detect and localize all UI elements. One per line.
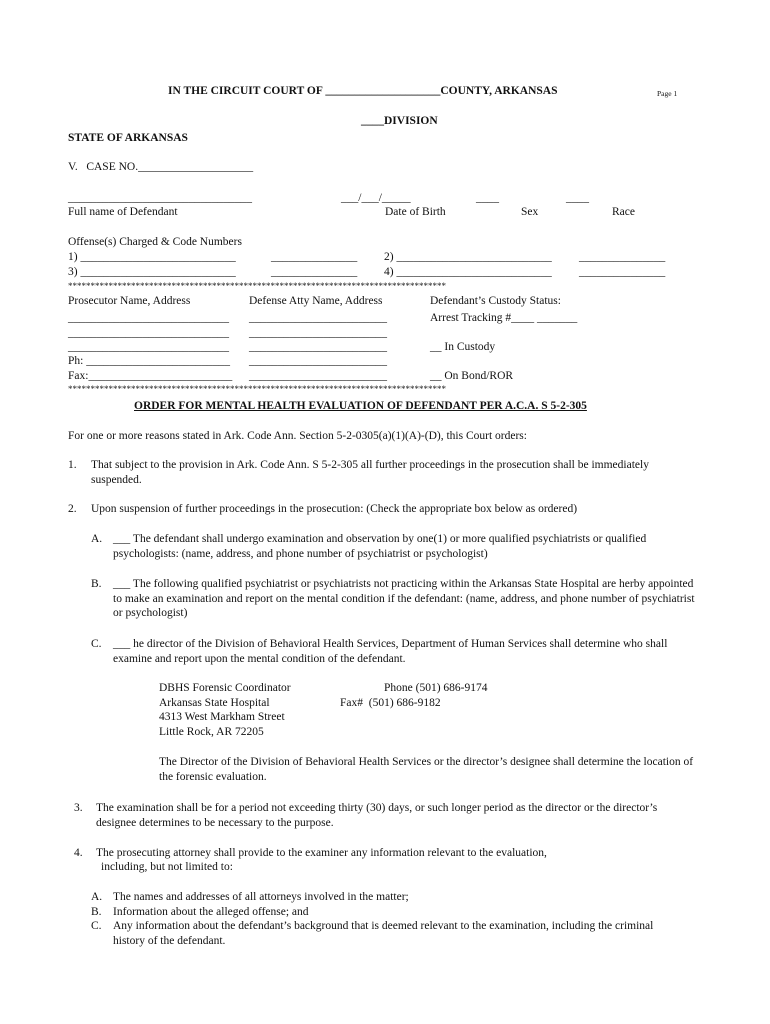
state-hospital: Arkansas State Hospital bbox=[159, 697, 270, 709]
offense-3-code: _______________ bbox=[271, 266, 358, 278]
option-b-text: ___ The following qualified psychiatrist or psychiatrists not practicing within the Arkansas State Hospital are herby appointed to make an examination and report on the mental condition if the defendant: (name, address, and phone number of psychiatrist or psychologist) bbox=[113, 578, 695, 619]
separator-bottom: ************************************************************************************ bbox=[68, 384, 446, 394]
defense-blank-4: ________________________ bbox=[249, 355, 387, 367]
sub-c-letter: C. bbox=[91, 920, 102, 932]
prosecutor-label: Prosecutor Name, Address bbox=[68, 295, 191, 307]
offense-1: 1) ___________________________ bbox=[68, 251, 236, 263]
street-address: 4313 West Markham Street bbox=[159, 711, 285, 723]
item-2-number: 2. bbox=[68, 503, 77, 515]
dob-blank: ___/___/_____ bbox=[341, 192, 411, 204]
option-a-letter: A. bbox=[91, 533, 103, 545]
dob-label: Date of Birth bbox=[385, 206, 446, 218]
dbhs-coordinator: DBHS Forensic Coordinator bbox=[159, 682, 291, 694]
item-2-text: Upon suspension of further proceedings in the prosecution: (Check the appropriate box below as ordered) bbox=[91, 503, 578, 515]
sub-b-text: Information about the alleged offense; and bbox=[113, 906, 309, 918]
option-c-letter: C. bbox=[91, 638, 102, 650]
director-text: The Director of the Division of Behavioral Health Services or the director’s designee shall determine the location of the forensic evaluation. bbox=[159, 756, 694, 783]
sub-b-letter: B. bbox=[91, 906, 102, 918]
court-caption: IN THE CIRCUIT COURT OF ____________________COUNTY, ARKANSAS bbox=[168, 85, 558, 97]
defense-blank-3: ________________________ bbox=[249, 341, 387, 353]
option-c-text: ___ he director of the Division of Behavioral Health Services, Department of Human Services shall determine who shall examine and report upon the mental condition of the defendant. bbox=[113, 638, 668, 665]
offense-3: 3) ___________________________ bbox=[68, 266, 236, 278]
item-3-text: The examination shall be for a period not exceeding thirty (30) days, or such longer period as the director or the director’s designee determines to be necessary to the purpose. bbox=[96, 802, 658, 829]
option-b-letter: B. bbox=[91, 578, 102, 590]
offense-2-code: _______________ bbox=[579, 251, 666, 263]
in-custody-option: __ In Custody bbox=[430, 341, 496, 353]
defense-blank-2: ________________________ bbox=[249, 327, 387, 339]
on-bond-option: __ On Bond/ROR bbox=[430, 370, 514, 382]
division-line: ____DIVISION bbox=[361, 115, 438, 127]
fax-line: Fax:_________________________ bbox=[68, 370, 233, 382]
arrest-tracking: Arrest Tracking #____ _______ bbox=[430, 312, 578, 324]
item-3-number: 3. bbox=[74, 802, 83, 814]
defense-atty-label: Defense Atty Name, Address bbox=[249, 295, 383, 307]
separator-top: ************************************************************************************ bbox=[68, 281, 446, 291]
offense-4-code: _______________ bbox=[579, 266, 666, 278]
race-blank: ____ bbox=[566, 192, 589, 204]
state-of-arkansas: STATE OF ARKANSAS bbox=[68, 132, 188, 144]
custody-status-label: Defendant’s Custody Status: bbox=[430, 295, 561, 307]
item-4-line-2: including, but not limited to: bbox=[101, 861, 233, 873]
defense-blank-5: ________________________ bbox=[249, 370, 387, 382]
page-number: Page 1 bbox=[657, 89, 678, 98]
prosecutor-blank-3: ____________________________ bbox=[68, 341, 229, 353]
sub-a-text: The names and addresses of all attorneys involved in the matter; bbox=[113, 891, 409, 903]
order-title: ORDER FOR MENTAL HEALTH EVALUATION OF DEFENDANT PER A.C.A. S 5-2-305 bbox=[134, 400, 587, 412]
case-number-line: V. CASE NO.____________________ bbox=[68, 161, 254, 173]
order-intro: For one or more reasons stated in Ark. Code Ann. Section 5-2-0305(a)(1)(A)-(D), this Court orders: bbox=[68, 430, 527, 442]
phone-line: Ph: _________________________ bbox=[68, 355, 230, 367]
offenses-heading: Offense(s) Charged & Code Numbers bbox=[68, 236, 242, 248]
dbhs-fax: Fax# (501) 686-9182 bbox=[340, 697, 441, 709]
offense-1-code: _______________ bbox=[271, 251, 358, 263]
offense-2: 2) ___________________________ bbox=[384, 251, 552, 263]
sex-label: Sex bbox=[521, 206, 539, 218]
offense-4: 4) ___________________________ bbox=[384, 266, 552, 278]
sub-a-letter: A. bbox=[91, 891, 103, 903]
prosecutor-blank-2: ____________________________ bbox=[68, 327, 229, 339]
item-4-line-1: The prosecuting attorney shall provide to the examiner any information relevant to the evaluation, bbox=[96, 847, 547, 859]
item-1-text: That subject to the provision in Ark. Code Ann. S 5-2-305 all further proceedings in the prosecution shall be immediately suspended. bbox=[91, 459, 649, 486]
option-a-text: ___ The defendant shall undergo examination and observation by one(1) or more qualified psychiatrists or qualified psychologists: (name, address, and phone number of psychiatrist or psychologist) bbox=[113, 533, 647, 560]
defendant-name-label: Full name of Defendant bbox=[68, 206, 178, 218]
race-label: Race bbox=[612, 206, 635, 218]
defense-blank-1: ________________________ bbox=[249, 312, 387, 324]
defendant-name-blank: ________________________________ bbox=[68, 192, 252, 204]
dbhs-phone: Phone (501) 686-9174 bbox=[384, 682, 488, 694]
city-state-zip: Little Rock, AR 72205 bbox=[159, 726, 264, 738]
item-1-number: 1. bbox=[68, 459, 77, 471]
prosecutor-blank-1: ____________________________ bbox=[68, 312, 229, 324]
sub-c-text: Any information about the defendant’s background that is deemed relevant to the examination, including the criminal history of the defendant. bbox=[113, 920, 654, 947]
sex-blank: ____ bbox=[476, 192, 499, 204]
item-4-number: 4. bbox=[74, 847, 83, 859]
